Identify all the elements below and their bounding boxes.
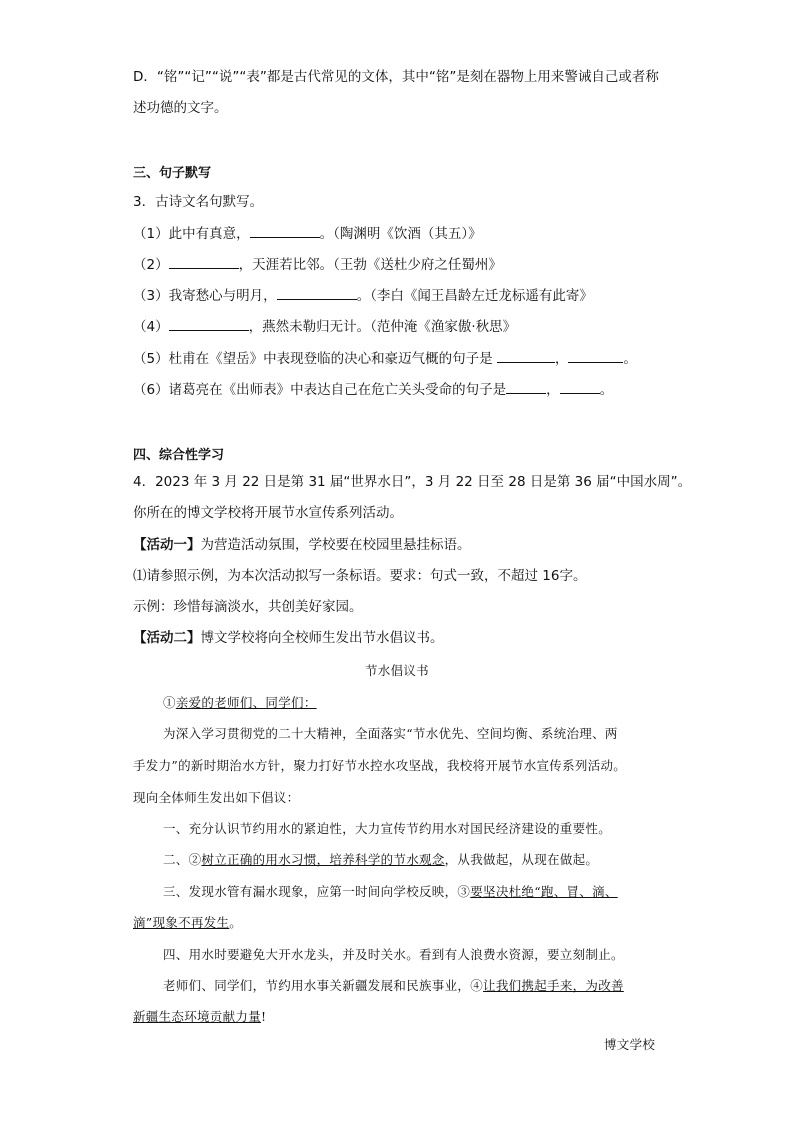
letter-closing-line1 xyxy=(163,977,624,995)
item-num: （4） xyxy=(133,319,169,335)
item-num: （3） xyxy=(133,288,169,304)
item-num: （2） xyxy=(133,257,169,273)
answer-blank[interactable] xyxy=(497,349,555,363)
marker-2: ② xyxy=(188,852,202,867)
marker-1: ① xyxy=(163,695,176,710)
item-num: （1） xyxy=(133,226,169,242)
answer-blank[interactable] xyxy=(560,380,600,394)
activity1 xyxy=(133,536,471,554)
answer-blank[interactable] xyxy=(277,286,357,300)
item-post: 。（李白《闻王昌龄左迁龙标遥有此寄》 xyxy=(356,288,593,304)
greeting-text: 亲爱的老师们、同学们： xyxy=(175,695,317,710)
item-num: （6） xyxy=(133,382,169,398)
item-pre: 此中有真意， xyxy=(168,226,250,242)
letter-item-2 xyxy=(163,851,598,869)
item3-underlined-2: 滴”现象不再发生 xyxy=(133,915,230,930)
item-post: 。 xyxy=(623,351,637,367)
answer-blank[interactable] xyxy=(250,224,320,238)
question-1: ⑴请参照示例，为本次活动拟写一条标语。要求：句式一致，不超过 16字。 xyxy=(133,568,587,584)
option-d-line1: D．“铭”“记”“说”“表”都是古代常见的文体，其中“铭”是刻在器物上用来警诫自己或者称 xyxy=(133,69,659,85)
answer-blank[interactable] xyxy=(169,317,249,331)
option-d-line2: 述功德的文字。 xyxy=(133,100,228,116)
section4-intro-1: 4．2023 年 3 月 22 日是第 31 届“世界水日”，3 月 22 日至 28 日是第 36 届“中国水周”。 xyxy=(133,474,692,490)
letter-item-3-line2 xyxy=(133,914,242,932)
letter-title: 节水倡议书 xyxy=(364,663,429,678)
answer-blank[interactable] xyxy=(169,255,239,269)
section4-intro-2: 你所在的博文学校将开展节水宣传系列活动。 xyxy=(133,505,403,521)
item-mid: ， xyxy=(546,382,560,398)
closing-post: ! xyxy=(261,1009,267,1024)
closing-pre: 老师们、同学们，节约用水事关新疆发展和民族事业， xyxy=(163,978,471,993)
closing-underlined-2: 新疆生态环境贡献力量 xyxy=(133,1009,262,1024)
item-mid: ， xyxy=(554,351,569,367)
section4-heading: 四、综合性学习 xyxy=(133,448,225,463)
marker-3: ③ xyxy=(457,884,471,899)
letter-item-1: 一、充分认识节约用水的紧迫性，大力宣传节约用水对国民经济建设的重要性。 xyxy=(163,821,612,836)
letter-p1-line3: 现向全体师生发出如下倡议： xyxy=(133,790,300,805)
item2-pre: 二、 xyxy=(163,852,189,867)
activity2-text: 博文学校将向全校师生发出节水倡议书。 xyxy=(200,630,444,646)
letter-item-4: 四、用水时要避免大开水龙头，并及时关水。看到有人浪费水资源，要立刻制止。 xyxy=(163,947,624,962)
item3-pre: 三、发现水管有漏水现象，应第一时间向学校反映， xyxy=(163,884,458,899)
section3-heading: 三、句子默写 xyxy=(133,166,212,181)
recite-item-3 xyxy=(133,286,593,305)
letter-item-3-line1 xyxy=(163,883,618,901)
example-slogan: 示例：珍惜每滴淡水，共创美好家园。 xyxy=(133,599,363,615)
letter-closing-line2 xyxy=(133,1008,266,1026)
activity1-text: 为营造活动氛围，学校要在校园里悬挂标语。 xyxy=(200,537,471,553)
recite-item-4 xyxy=(133,317,516,336)
recite-item-2 xyxy=(133,255,502,274)
marker-4: ④ xyxy=(470,978,484,993)
item-pre: 诸葛亮在《出师表》中表达自己在危亡关头受命的句子是 xyxy=(168,382,507,398)
letter-greeting xyxy=(163,694,317,712)
closing-underlined-1: 让我们携起手来，为改善 xyxy=(483,978,624,993)
recite-item-6 xyxy=(133,380,613,399)
activity2 xyxy=(133,629,444,647)
item3-post: 。 xyxy=(229,915,243,930)
recite-item-1 xyxy=(133,224,482,243)
item2-underlined: 树立正确的用水习惯，培养科学的节水观念 xyxy=(201,852,445,867)
activity1-tag: 【活动一】 xyxy=(133,537,201,553)
item-pre: 杜甫在《望岳》中表现登临的决心和豪迈气概的句子是 xyxy=(168,351,497,367)
recite-item-5 xyxy=(133,349,637,368)
item-num: （5） xyxy=(133,351,169,367)
item2-post: ，从我做起，从现在做起。 xyxy=(444,852,599,867)
item-post: 。 xyxy=(599,382,614,398)
item-post: 。（陶渊明《饮酒（其五）》 xyxy=(319,226,482,242)
activity2-tag: 【活动二】 xyxy=(133,630,201,646)
section3-question: 3．古诗文名句默写。 xyxy=(133,194,264,210)
answer-blank[interactable] xyxy=(568,349,623,363)
item3-underlined-1: 要坚决杜绝“跑、冒、滴、 xyxy=(470,884,618,899)
letter-p1-line2: 手发力”的新时期治水方针，聚力打好节水控水攻坚战，我校将开展节水宣传系列活动。 xyxy=(133,758,627,773)
item-post: ，燕然未勒归无计。（范仲淹《渔家傲·秋思》 xyxy=(248,319,517,335)
letter-signature: 博文学校 xyxy=(604,1037,656,1052)
answer-blank[interactable] xyxy=(506,380,546,394)
item-pre: 我寄愁心与明月， xyxy=(168,288,277,304)
letter-p1-line1: 为深入学习贯彻党的二十大精神，全面落实“节水优先、空间均衡、系统治理、两 xyxy=(163,726,618,741)
item-post: ，天涯若比邻。（王勃《送杜少府之任蜀州》 xyxy=(238,257,502,273)
